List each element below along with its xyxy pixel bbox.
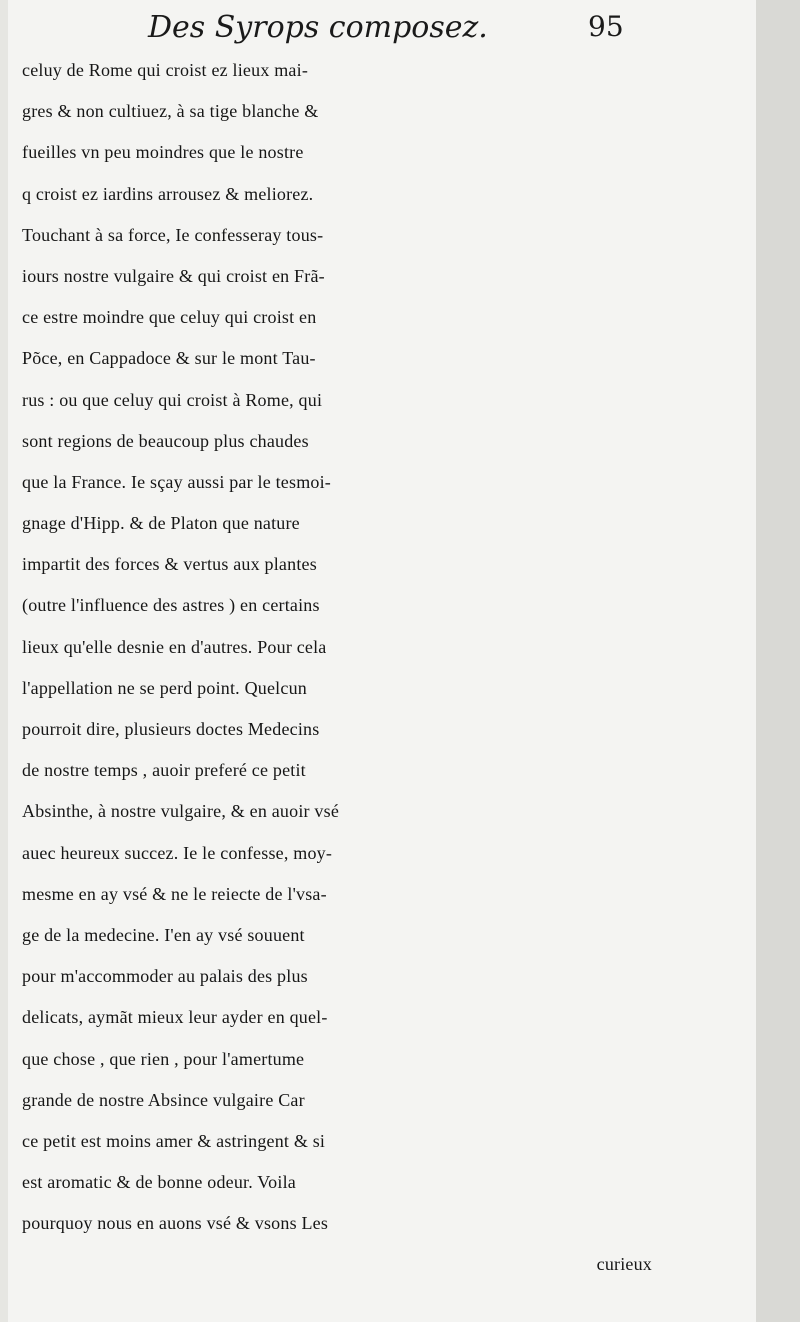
running-head <box>0 6 800 52</box>
text-line: Põce, en Cappadoce & sur le mont Tau- <box>22 348 316 369</box>
text-line: lieux qu'elle desnie en d'autres. Pour cela <box>22 636 327 657</box>
text-line: pourquoy nous en auons vsé & vsons Les <box>22 1213 329 1234</box>
text-line: fueilles vn peu moindres que le nostre <box>22 142 304 163</box>
text-line: Absinthe, à nostre vulgaire, & en auoir vsé <box>22 801 340 822</box>
text-line: celuy de Rome qui croist ez lieux mai- <box>22 60 309 80</box>
text-line: gres & non cultiuez, à sa tige blanche & <box>22 101 319 122</box>
text-line: q croist ez iardins arrousez & meliorez. <box>22 183 314 204</box>
text-line: de nostre temps , auoir preferé ce petit <box>22 760 306 781</box>
text-line: delicats, aymãt mieux leur ayder en quel- <box>22 1007 328 1028</box>
page-left-edge <box>0 0 8 1322</box>
body-text <box>22 50 682 1286</box>
text-line: ge de la medecine. I'en ay vsé souuent <box>22 924 305 945</box>
text-line: gnage d'Hipp. & de Platon que nature <box>22 513 300 534</box>
text-line: (outre l'influence des astres ) en certains <box>22 595 320 616</box>
text-line: sont regions de beaucoup plus chaudes <box>22 430 309 451</box>
text-line: mesme en ay vsé & ne le reiecte de l'vsa- <box>22 883 327 904</box>
text-line: ce estre moindre que celuy qui croist en <box>22 307 317 328</box>
text-line: ce petit est moins amer & astringent & si <box>22 1130 326 1151</box>
text-line: est aromatic & de bonne odeur. Voila <box>22 1172 296 1193</box>
catchword: curieux <box>596 1254 652 1275</box>
text-line: iours nostre vulgaire & qui croist en Frã- <box>22 265 325 286</box>
running-head-title: Des Syrops composez. <box>148 10 488 45</box>
text-line: auec heureux succez. Ie le confesse, moy- <box>22 842 333 863</box>
page-number: 95 <box>588 10 624 43</box>
text-line: que chose , que rien , pour l'amertume <box>22 1048 305 1069</box>
text-line: impartit des forces & vertus aux plantes <box>22 554 317 575</box>
text-line: grande de nostre Absince vulgaire Car <box>22 1089 305 1110</box>
text-line: pourroit dire, plusieurs doctes Medecins <box>22 719 320 739</box>
text-line: rus : ou que celuy qui croist à Rome, qui <box>22 389 323 410</box>
page-right-edge <box>756 0 800 1322</box>
text-line: l'appellation ne se perd point. Quelcun <box>22 677 307 698</box>
text-line: pour m'accommoder au palais des plus <box>22 966 308 987</box>
text-line: que la France. Ie sçay aussi par le tesmoi- <box>22 471 331 492</box>
text-line: Touchant à sa force, Ie confesseray tous- <box>22 224 324 245</box>
